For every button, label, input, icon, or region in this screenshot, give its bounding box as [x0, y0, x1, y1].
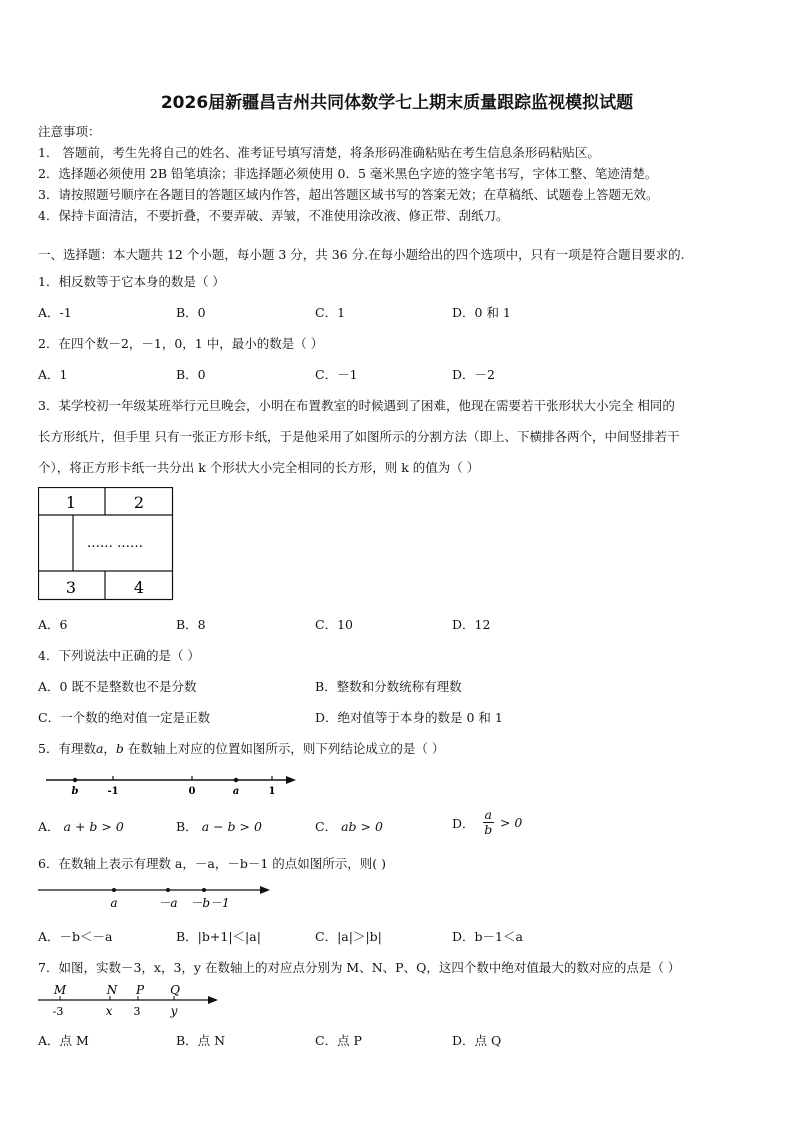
q5-option-d[interactable]: D． $\frac{a}{b}$ > 0: [452, 807, 523, 837]
q6-option-b[interactable]: B．|b+1|＜|a|: [176, 929, 261, 944]
q3-option-d[interactable]: D．12: [452, 617, 491, 632]
q5-label-0: 0: [188, 786, 196, 797]
q5-label-a: a: [232, 786, 240, 797]
notice-item: 4．保持卡面清洁，不要折叠，不要弄破、弄皱，不准使用涂改液、修正带、刮纸刀。: [38, 208, 509, 223]
q6-option-c[interactable]: C．|a|＞|b|: [315, 929, 382, 944]
q1-option-c[interactable]: C．1: [315, 305, 346, 320]
question-6-stem: 6．在数轴上表示有理数 a，－a，－b－1 的点如图所示，则( ): [38, 856, 386, 871]
q5-fraction: $\frac{a}{b}$: [484, 807, 493, 837]
q5-number-line: [38, 770, 300, 800]
q3-figure: [38, 487, 174, 601]
q6-number-line: [38, 880, 272, 912]
q7-option-b[interactable]: B．点 N: [176, 1033, 226, 1048]
question-1-stem: 1．相反数等于它本身的数是（ ）: [38, 274, 225, 289]
q3-option-a[interactable]: A．6: [38, 617, 68, 632]
question-3-stem-line2: 长方形纸片，但手里 只有一张正方形卡纸，于是他采用了如图所示的分割方法（即上、下横排各两个，中间竖排若干: [38, 429, 680, 444]
q5-option-a[interactable]: A． a + b > 0: [38, 819, 124, 834]
notice-heading: 注意事项：: [38, 124, 101, 139]
q7-number-line: [38, 982, 222, 1018]
q2-option-a[interactable]: A．1: [38, 367, 68, 382]
question-4-stem: 4．下列说法中正确的是（ ）: [38, 648, 200, 663]
var-a: a: [95, 741, 104, 756]
q5-label-neg1: -1: [107, 786, 119, 797]
q6-label-a: a: [110, 896, 118, 910]
q2-option-c[interactable]: C．－1: [315, 367, 358, 382]
q1-option-a[interactable]: A．-1: [38, 305, 72, 320]
question-2-stem: 2．在四个数－2，－1，0，1 中，最小的数是（ ）: [38, 336, 324, 351]
question-7-stem: 7．如图，实数－3，x，3，y 在数轴上的对应点分别为 M、N、P、Q，这四个数中绝对值最大的数对应的点是（ ）: [38, 960, 681, 975]
q6-option-a[interactable]: A．－b＜－a: [38, 929, 113, 944]
q2-option-d[interactable]: D．－2: [452, 367, 495, 382]
question-3-stem-line3: 个），将正方形卡纸一共分出 k 个形状大小完全相同的长方形，则 k 的值为（ ）: [38, 460, 480, 475]
q5-option-c[interactable]: C． ab > 0: [315, 819, 383, 834]
q1-option-b[interactable]: B．0: [176, 305, 206, 320]
q5-label-1: 1: [268, 786, 276, 797]
q7-option-a[interactable]: A．点 M: [38, 1033, 89, 1048]
var-b: b: [115, 741, 124, 756]
section-heading: 一、选择题：本大题共 12 个小题，每小题 3 分，共 36 分.在每小题给出的四个选项中，只有一项是符合题目要求的.: [38, 247, 685, 262]
q7-option-c[interactable]: C．点 P: [315, 1033, 362, 1048]
notice-item: 1． 答题前，考生先将自己的姓名、准考证号填写清楚，将条形码准确粘贴在考生信息条形码粘贴区。: [38, 145, 600, 160]
notice-item: 3．请按照题号顺序在各题目的答题区域内作答，超出答题区域书写的答案无效；在草稿纸、试题卷上答题无效。: [38, 187, 659, 202]
q4-option-c[interactable]: C．一个数的绝对值一定是正数: [38, 710, 211, 725]
q1-option-d[interactable]: D．0 和 1: [452, 305, 511, 320]
page-title: 2026届新疆昌吉州共同体数学七上期末质量跟踪监视模拟试题: [160, 93, 634, 113]
q7-value-neg3: -3: [52, 1005, 64, 1018]
q3-cell-1: 1: [65, 493, 77, 512]
q7-label-m: M: [53, 983, 67, 997]
q5-label-b: b: [71, 786, 79, 797]
q7-value-x: x: [105, 1004, 113, 1018]
q6-option-d[interactable]: D．b－1＜a: [452, 929, 523, 944]
q5-option-b[interactable]: B． a − b > 0: [176, 819, 262, 834]
q6-label-neg-b-1: －b－1: [190, 896, 230, 910]
q3-cell-2: 2: [133, 493, 145, 512]
q2-option-b[interactable]: B．0: [176, 367, 206, 382]
q7-label-p: P: [135, 983, 145, 997]
q7-value-3: 3: [133, 1005, 141, 1018]
question-5-stem: 5．有理数a，b 在数轴上对应的位置如图所示，则下列结论成立的是（ ）: [38, 741, 445, 756]
q4-option-d[interactable]: D．绝对值等于本身的数是 0 和 1: [315, 710, 503, 725]
question-3-stem-line1: 3．某学校初一年级某班举行元旦晚会，小明在布置教室的时候遇到了困难，他现在需要若干张形状大小完全 相同的: [38, 398, 675, 413]
q7-label-n: N: [106, 983, 118, 997]
q3-cell-3: 3: [65, 578, 77, 597]
q6-label-neg-a: －a: [158, 896, 178, 910]
q3-option-c[interactable]: C．10: [315, 617, 353, 632]
q7-option-d[interactable]: D．点 Q: [452, 1033, 502, 1048]
q7-label-q: Q: [170, 983, 180, 997]
q4-option-b[interactable]: B．整数和分数统称有理数: [315, 679, 462, 694]
q7-value-y: y: [170, 1004, 178, 1018]
q3-middle-dots: …… ……: [86, 536, 144, 551]
q4-option-a[interactable]: A．0 既不是整数也不是分数: [38, 679, 197, 694]
q3-option-b[interactable]: B．8: [176, 617, 206, 632]
notice-item: 2．选择题必须使用 2B 铅笔填涂；非选择题必须使用 0．5 毫米黑色字迹的签字笔书写，字体工整、笔迹清楚。: [38, 166, 658, 181]
q3-cell-4: 4: [133, 578, 145, 597]
